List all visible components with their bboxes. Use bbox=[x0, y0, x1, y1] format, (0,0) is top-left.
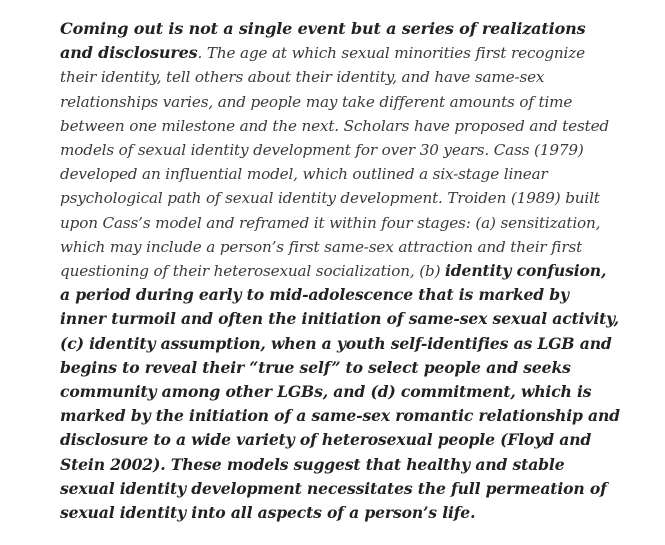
article-body bbox=[60, 17, 620, 525]
lead-punctuation: . bbox=[197, 44, 203, 63]
paragraph bbox=[60, 17, 620, 525]
emphasized-text: identity confusion, a period during early to mid-adolescence that is marked by inner turmoil and often the initiation of same-sex sexual activity, (c) identity assumption, when a youth self-identifies as LGB and begins to reveal their “true self” to select people and seeks community among other LGBs, and (d) commitment, which is marked by the initiation of a same-sex romantic relationship and disclosure to a wide variety of heterosexual people (Floyd and Stein 2002). These models suggest that healthy and stable sexual identity development necessitates the full permeation of sexual identity into all aspects of a person’s life. bbox=[60, 261, 620, 523]
body-text: The age at which sexual minorities first recognize their identity, tell others about their identity, and have same-sex relationships varies, and people may take different amounts of time between one milestone and the next. Scholars have proposed and tested models of sexual identity development for over 30 years. Cass (1979) developed an influential model, which outlined a six-stage linear psychological path of sexual identity development. Troiden (1989) built upon Cass’s model and reframed it within four stages: (a) sensitization, which may include a person’s first same-sex attraction and their first questioning of their heterosexual socialization, (b) bbox=[60, 44, 609, 281]
lead-sentence: Coming out is not a single event but a series of realizations and disclosures bbox=[60, 19, 586, 63]
